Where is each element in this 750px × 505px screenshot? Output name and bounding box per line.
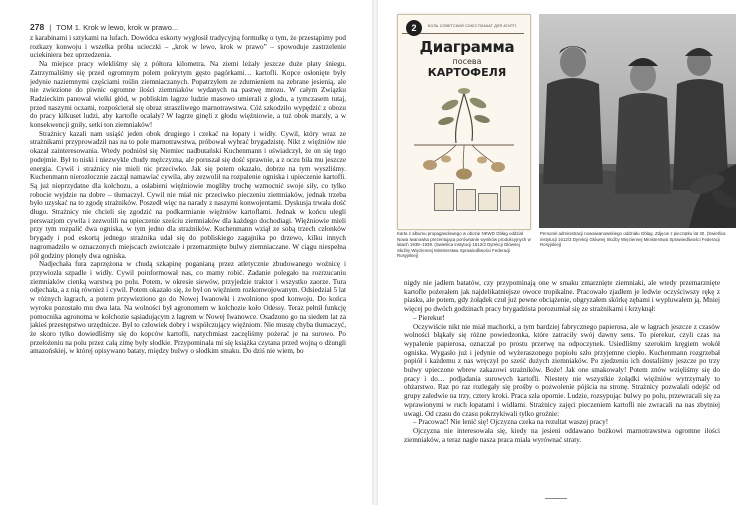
poster-diagram-cell <box>456 189 476 211</box>
poster-diagram-cell <box>434 183 454 211</box>
poster-top-bar <box>402 19 524 34</box>
poster-top-text: БОЛЬ СОВЕТСКИЙ СОЮЗ ПЛАКАТ ДЛЯ АГИТП. <box>428 24 518 28</box>
poster-number-badge: 2 <box>406 20 422 36</box>
paragraph: – Pracować! Nie lenić się! Ojczyzna czeka na rezultat waszej pracy! <box>413 418 609 427</box>
poster-diagram-grid <box>434 183 520 211</box>
paragraph: nigdy nie jadłem batatów, czy przypominają one w smaku zmarznięte ziemniaki, ale wtedy przemarznięte kartofle pożerałem jak najdelikatniejsze owoce tropikalne. Pracowało zjadłem je ledwie oczyściwszy rękę z piasku, ale potem, gdy żołądek czuł już pewne obciążenie, obgryzałem skórkę zębami i wypluwałem ją. Mniej więcej po dwóch godzinach pracy brygadzista porozumiał się ze strażnikami i krzyknął: <box>404 279 720 314</box>
header-separator: | <box>49 23 52 32</box>
poster-crop-name: КАРТОФЕЛЯ <box>427 66 507 79</box>
paragraph: Strażnicy kazali nam usiąść jeden obok drugiego i czekać na łopaty i widły. Cywil, który wraz ze strażnikami przyprowadził nas na to pole marnotrawstwa, próbował wybrać brygadzistę. Nikt z więźniów nie okazał zainteresowania. Wtedy podniósł się Niemiec nadbutański Kuchenmann i oświadczył, że on się tego podejmie. Był to niski i niezwykle chudy mężczyzna, ale poruszał się dość sprawnie, a z oczu biła mu jeszcze energia. Cywil i strażnicy nie mieli nic przeciwko. Jak się potem okazało, dobrze na tym wyszliśmy. Kuchenmann nierozłocznie zaczął namawiać cywila, aby zezwolił na rozpalenie ogniska i upieczenie kartofli. Są już nieprzydatne dla kołchozu, a osłabieni więźniowie mogliby trochę wzmocnić swoje siły, co tylko robocie wyjdzie na dobre – tłumaczył. Cywil nie miał nic przeciwko pieczeniu ziemniaków, jednak trzeba było uzyskać na to zgodę strażników. Poszedł więc na narady z naszymi konwojentami. Dyskusja trwała dość długo. Strażnicy nie chcieli się zgodzić na podkarmianie więźniów kartoflami. Jednak w końcu ulegli perswazjom cywila i zezwolili na upieczenie sześciu ziemniaków dla każdego dochodiagi. Więźniowie mieli przy tym rozpalić dwa ogniska, w tym jedno dla strażników. Kuchenmann wziął ze sobą trzech członków brygady i pod eskortą jednego strażnika udał się do pobliskiego zagajnika po drzewo, kilku innych nagromadziło w oznaczonych miejscach zwiotczałe i przemarznięte bulwy ziemniaczane. W ciągu niespełna pół godziny płonęły dwa ogniska. <box>30 129 346 260</box>
paragraph: – Pierekur! <box>413 313 445 322</box>
photo-caption: Personel administracji nowaiwanowskiego oddziału Gbłag. Zdjęcie z pieczątku lat 40. (Swietlica instytucji 1612/3 Dyrekcji Głównej Służby Więziennej Ministerstwa Sprawiedliwości Federacji Rosyjskiej) <box>540 231 726 248</box>
page-number: 278 <box>30 22 45 32</box>
poster-subtitle: посева <box>452 57 482 66</box>
poster-diagram-cell <box>500 186 520 211</box>
running-header <box>30 22 178 32</box>
potato-plant-illustration <box>404 83 524 183</box>
poster-caption: Karta z albumu propagandowego w obozie NKWD Gbłag oddział Nowa Iwanowka prezentująca porównanie wyników produkcyjnych w latach 1938–1939. (Swietlica instytucji 1612/3 Dyrekcji Głównej Służby Więziennej Ministerstwa Sprawiedliwości Federacji Rosyjskiej) <box>397 231 531 259</box>
running-title: TOM 1. Krok w lewo, krok w prawo... <box>56 23 179 32</box>
paragraph: Nadjechała fura zaprzężona w chudą szkapinę poganianą przez atletycznie zbudowanego woźnicę i przywiozła szpadle i widły. Cywil poinformował nas, co mamy robić. Zadanie polegało na rozrzucaniu ziemniaków cienką warstwą po polu. Potem, w okresie siewów, przyjedzie traktor i wszystko zaorze. Tura odjechała, a z nią również i cywil. Potem okazało się, że był on więźniem rozkonwojowanym. Odsiedział 5 lat w różnych łagrach, a potem przywieziono go do Nowej Iwanowki i zwolniono spod konwoju. Do końca wyroku pozostało mu dwa lata. Na wolności był agronomem w kołchozie koło Odessy. Teraz pełnił funkcję pomocnika agronoma w kołchozie sąsiadującym z łagrem w Nowej Iwanowce. Osadzono go na siedem lat za jakieś przestępstwo urzędnicze. Był to człowiek dobry i współczujący więźniom. Nie muszę chyba tłumaczyć, że skoro tylko dowiedliśmy się do kopców kartofli, natychmiast zaczęliśmy pożerać je na surowo. Po przełożeniu na polu przez całą zimę były słodkie. Przypominała mi się książka czytana przed wojną o dżungli amazońskiej, w której opisywano bataty, między bulwy o słodkim smaku. Do dziś nie wiem, bo <box>30 260 346 356</box>
paragraph: z karabinami i sztykami na lufach. Dowódca eskorty wygłosił tradycyjną formułkę o tym, że przestąpimy pod rozkazy konwoju i wszelka próba ucieczki – „krok w lewo, krok w prawo” – spowoduje zastrzelenie uciekiniera bez uprzedzenia. <box>30 34 346 60</box>
staff-photograph <box>539 14 736 228</box>
right-body-text <box>404 279 720 479</box>
left-body-text <box>30 34 346 489</box>
paragraph: Ojczyzna nie interesowała się, kiedy na jesieni oddawano bożkowi marnotrawstwa ogromne ilości ziemniaków, a teraz nagle nasza praca miała wyrównać straty. <box>404 426 720 444</box>
page-bottom-rule <box>545 498 567 499</box>
photo-scene-illustration <box>539 14 736 228</box>
poster-diagram-cell <box>478 193 498 211</box>
paragraph: Oczywiście nikt nie miał machorki, a tym bardziej fabrycznego papierosa, ale w łagrach jeszcze z czasów wolności błąkały się różne powiedzonka, które zatraciły swój dawny sens. To pierekur, czyli czas na wypalenie papierosa, oznaczał po prostu przerwę na odpoczynek. Usiedliśmy szerokim kręgiem wokół ogniska. Wygasło już i jedynie od wyżeraszonego popiołu szło przyjemne ciepło. Kuchenmann rozgrzebał popiół i każdemu z nas wręczył po sześć dużych ziemniaków. Po zjedzeniu ich dostaliśmy jeszcze po trzy bulwy upieczone wbrew zakazowi strażników. Boże! Jak one smakowały! Potem znów wzięliśmy się do pracy i do… podjadania surowych kartofli. Niestety nie wszystkie żołądki więźniów wytrzymały to obżarstwo. Raz po raz rozlegały się prośby o pozwolenie pójścia na stronę. Strażnicy pozwalali odejść od grupy zaledwie na trzy, cztery kroki. Praca szła opornie. Ludzie, rozsypując bulwy po polu, przewracali się za wprawionymi w ruch łopatami i widłami. Strażnicy zajęci pieczeniem kartofli nie zwracali na nas zbytniej uwagi. Od czasu do czasu pokrzykiwali tylko groźnie: <box>404 322 720 418</box>
poster-title: Диаграмма <box>419 38 515 56</box>
propaganda-poster-image <box>397 14 531 230</box>
paragraph: Na miejsce pracy wlekliśmy się z półtora kilometra. Na ziemi leżały jeszcze duże płaty śniegu. Zatrzymaliśmy się przed ogromnym polem pokrytym gęsto pagórkami… kartofli. Kopce osłonięte były jedynie naziemnymi częściami roślin ziemniaczanych. Popatrzyłem ze zdumieniem na zebrane jesienią, ale nie zwiezione do piwnic ogromne ilości ziemniaków wydanych na pastwę mrozu. W całym Związku Radzieckim panował wielki głód, w pobliskim łagrze ludzie masowo umierali z głodu, a tymczasem tutaj, przed naszymi oczami, rozpościerał się obraz straszliwego marnotrawstwa. Cóż szkodziło wypędzić z obozu do pracy kilkuset ludzi, aby kartofle ocalały? W łagrze ginęli z głodu więźniowie, a tuż obok marzły, a w konsekwencji gniły, setki ton ziemniaków! <box>30 60 346 130</box>
